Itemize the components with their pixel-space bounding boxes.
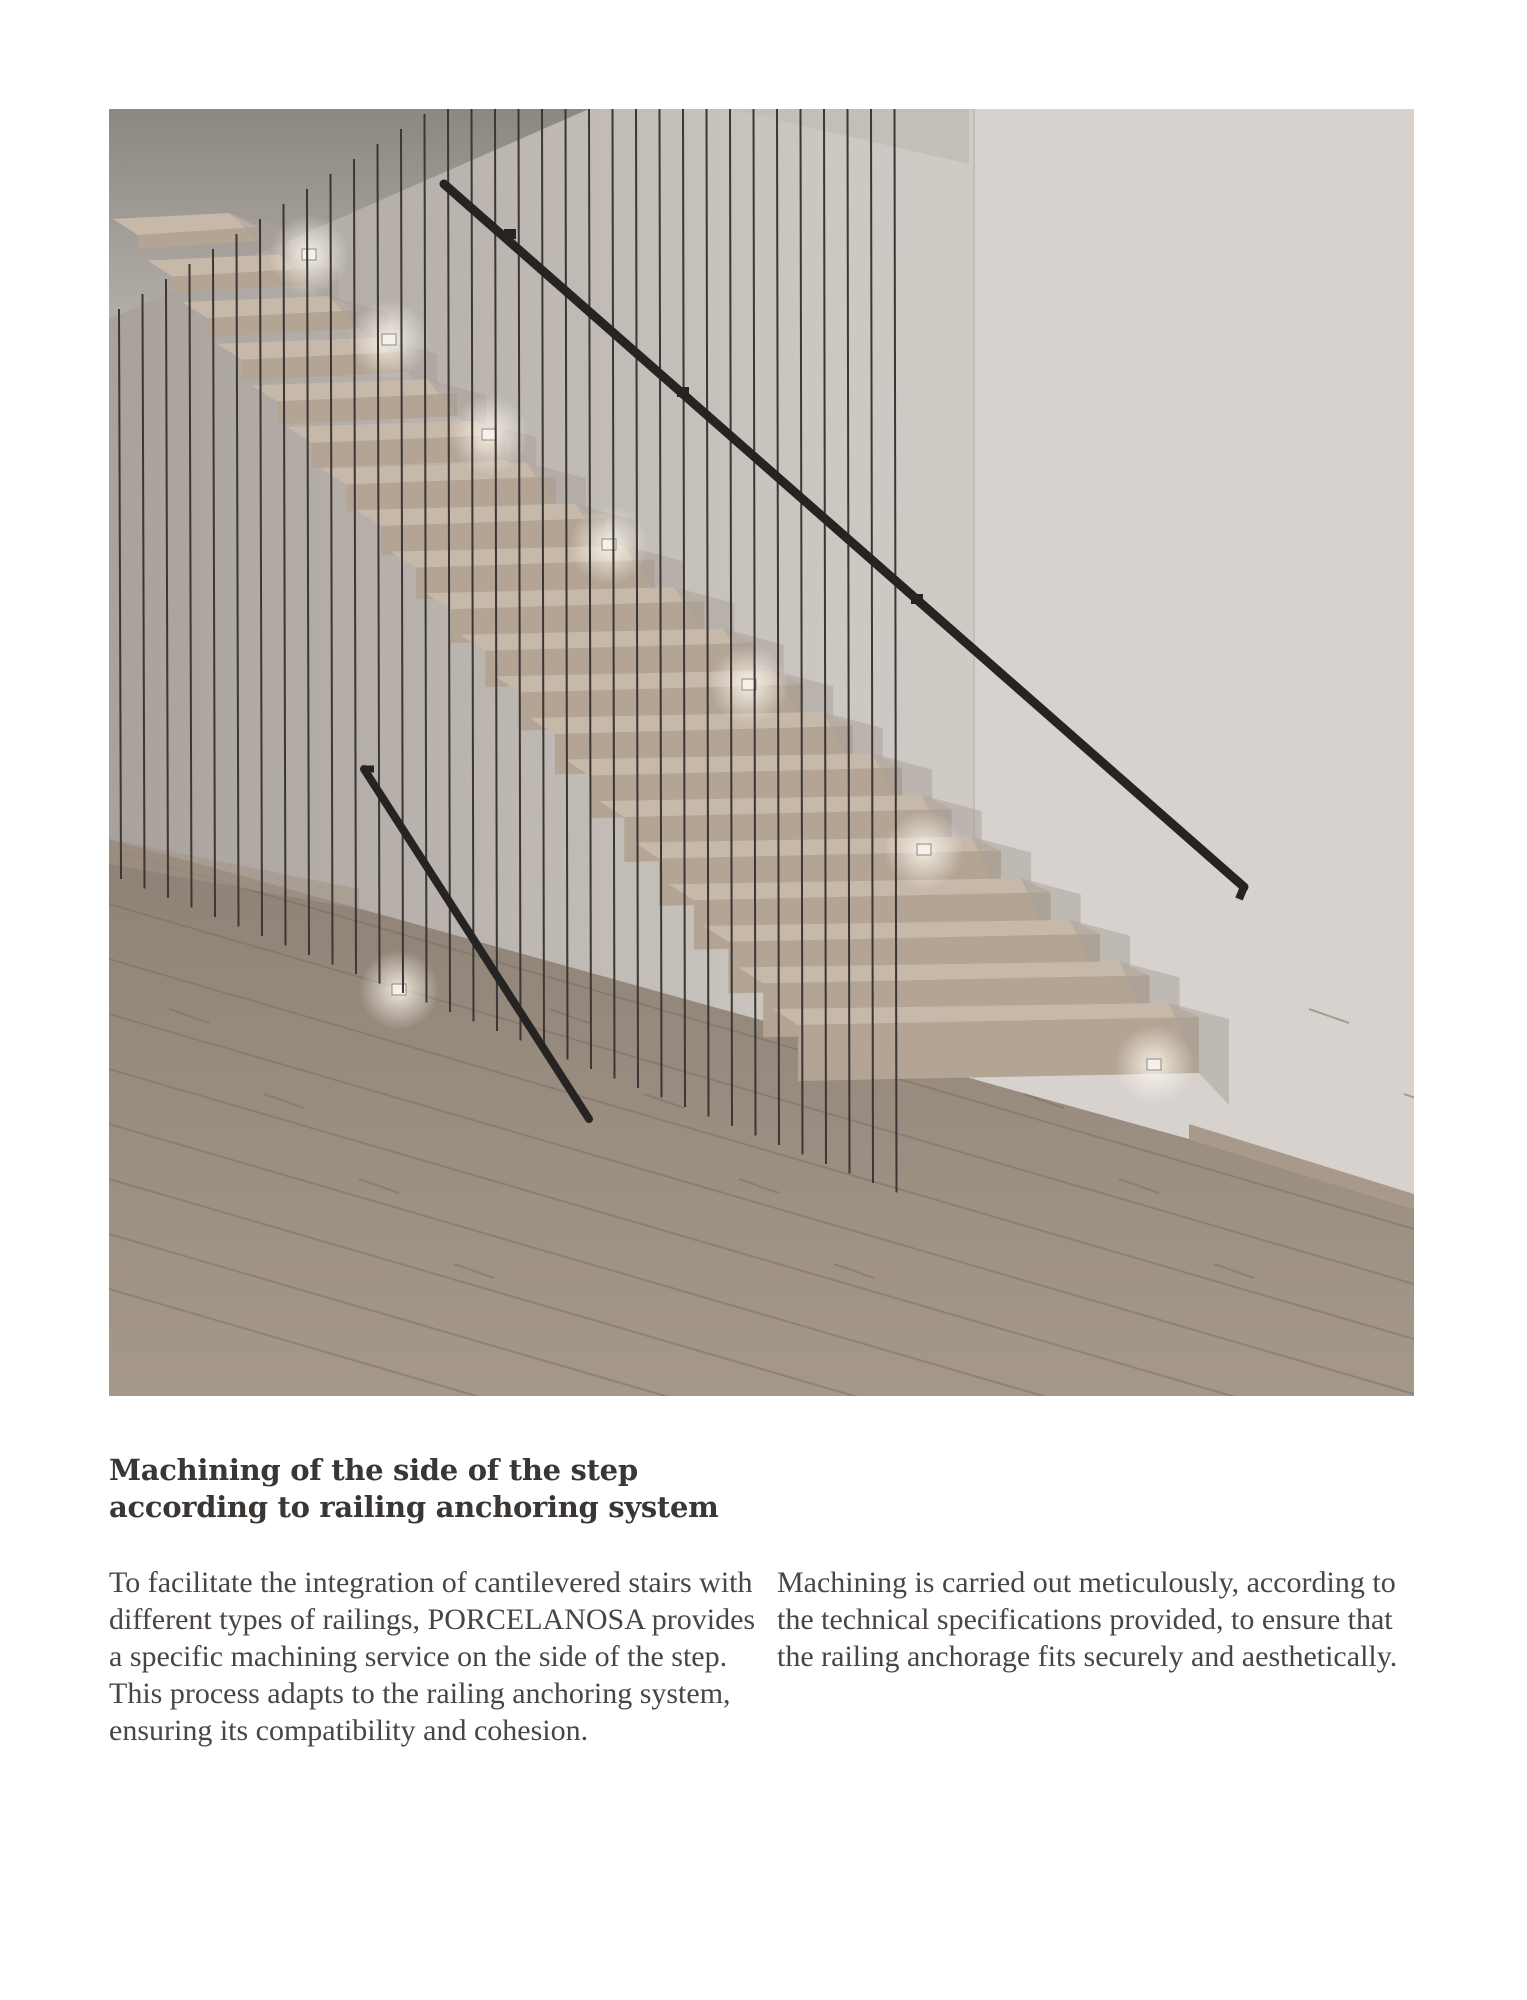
step-light (482, 429, 496, 440)
staircase-photo (109, 109, 1414, 1396)
heading-line-2: according to railing anchoring system (109, 1490, 719, 1524)
paragraph-right: Machining is carried out meticulously, according to the technical specifications provided, to ensure that the railing anchorage fits securely and aesthetically. (777, 1566, 1398, 1673)
step-light (917, 844, 931, 855)
step-light (1147, 1059, 1161, 1070)
heading-line-1: Machining of the side of the step (109, 1453, 638, 1487)
paragraph-left: To facilitate the integration of cantilevered stairs with different types of railings, PORCELANOSA provides a specific machining service on the side of the step. This process adapts to the railing anchoring system, ensuring its compatibility and cohesion. (109, 1566, 756, 1747)
section-heading (109, 1452, 809, 1526)
step-light (382, 334, 396, 345)
step-light (302, 249, 316, 260)
staircase-illustration (109, 109, 1414, 1396)
